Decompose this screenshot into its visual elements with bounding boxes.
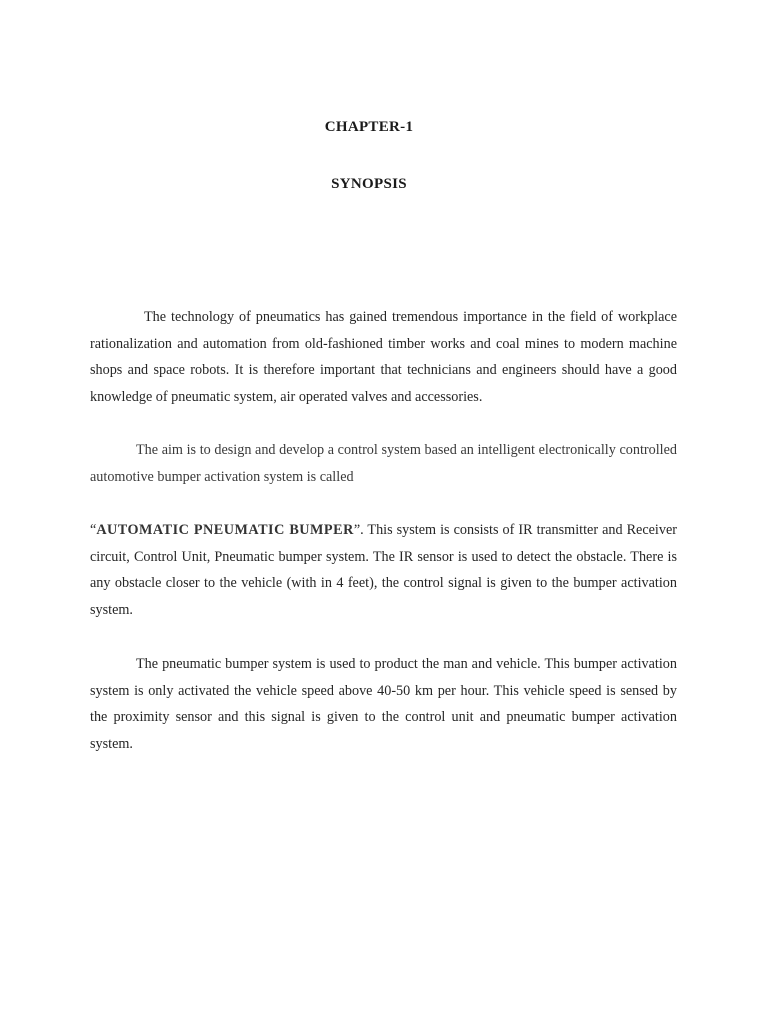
project-name: AUTOMATIC PNEUMATIC BUMPER [96,522,354,538]
paragraph-text: The pneumatic bumper system is used to product the man and vehicle. This bumper activation system is only activated the vehicle speed above 40-50 km per hour. This vehicle speed is sensed by the proximity sensor and this signal is given to the control unit and pneumatic bumper activation system. [90,656,677,752]
paragraph-text: The aim is to design and develop a control system based an intelligent electronically controlled automotive bumper activation system is called [90,442,677,485]
paragraph-pneumatics-intro [90,304,677,410]
paragraph-system-description [90,517,677,623]
paragraph-bumper-activation [90,651,677,757]
paragraph-text: The technology of pneumatics has gained tremendous importance in the field of workplace rationalization and automation from old-fashioned timber works and coal mines to modern machine shops and space robots. It is therefore important that technicians and engineers should have a good knowledge of pneumatic system, air operated valves and accessories. [90,309,677,405]
open-quote: “ [90,522,97,538]
paragraph-text: ”. This system is consists of IR transmitter and Receiver circuit, Control Unit, Pneumatic bumper system. The IR sensor is used to detect the obstacle. There is any obstacle closer to the vehicle (with in 4 feet), the control signal is given to the bumper activation system. [90,522,677,618]
chapter-heading: CHAPTER-1 [324,119,414,135]
section-heading: SYNOPSIS [331,176,407,192]
paragraph-aim [90,437,677,490]
